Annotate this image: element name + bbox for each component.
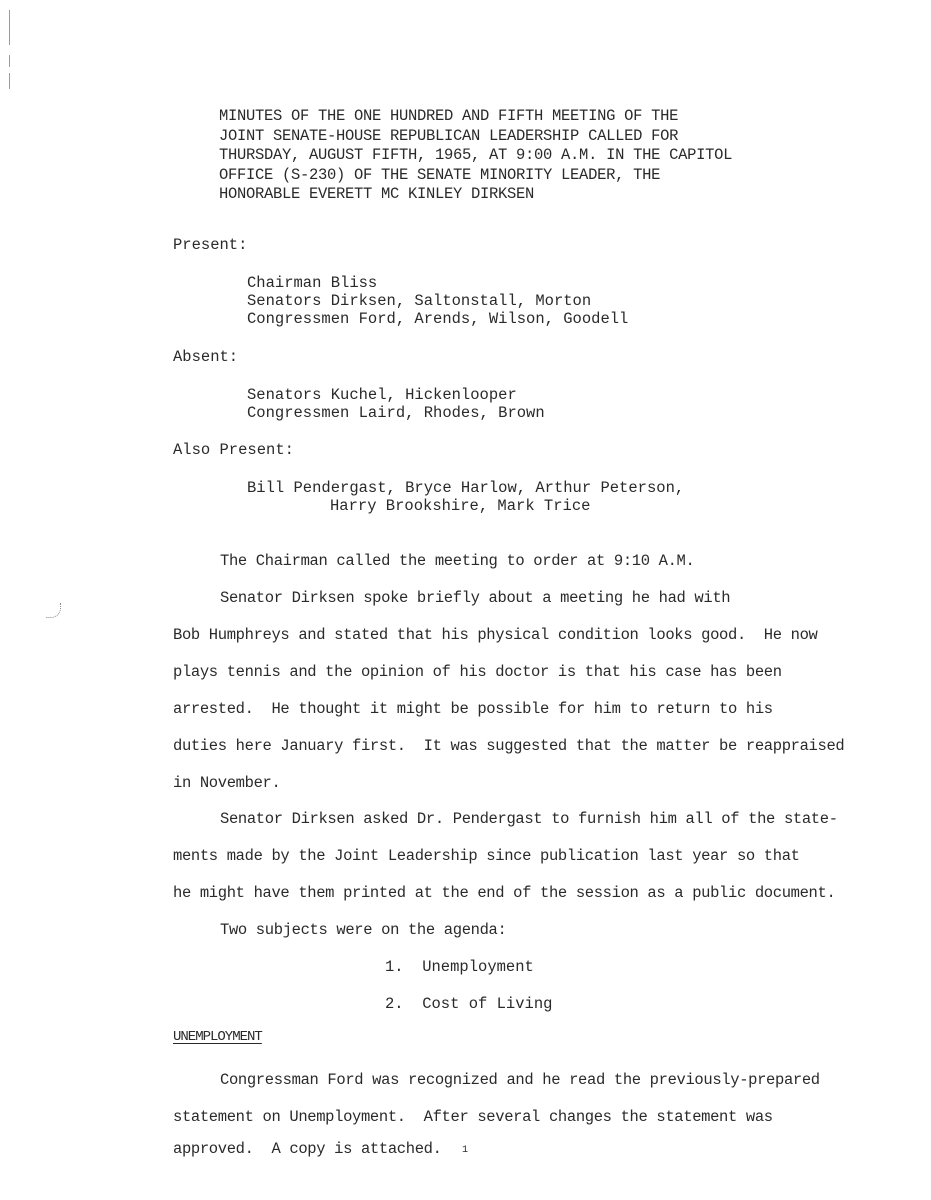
heading-line: THURSDAY, AUGUST FIFTH, 1965, AT 9:00 A.M. IN THE CAPITOL <box>219 146 733 164</box>
heading-line: JOINT SENATE-HOUSE REPUBLICAN LEADERSHIP CALLED FOR <box>219 126 679 145</box>
heading-line: OFFICE (S-230) OF THE SENATE MINORITY LEADER, THE <box>219 165 661 184</box>
present-attendee-line: Congressmen Ford, Arends, Wilson, Goodell <box>247 310 629 328</box>
heading-line: HONORABLE EVERETT MC KINLEY DIRKSEN <box>219 185 535 203</box>
agenda-item: 1. Unemployment <box>385 958 534 976</box>
paragraph-line: statement on Unemployment. After several changes the statement was <box>173 1108 773 1126</box>
absent-member-line: Senators Kuchel, Hickenlooper <box>247 386 517 404</box>
present-attendee-line: Chairman Bliss <box>247 274 378 292</box>
also-present-label: Also Present: <box>173 441 294 459</box>
page-number: 1 <box>462 1145 469 1156</box>
section-title-unemployment: UNEMPLOYMENT <box>173 1029 262 1045</box>
agenda-item: 2. Cost of Living <box>385 995 553 1013</box>
also-present-line: Harry Brookshire, Mark Trice <box>330 497 591 515</box>
agenda-intro: Two subjects were on the agenda: <box>220 921 507 939</box>
present-attendee-line: Senators Dirksen, Saltonstall, Morton <box>247 292 592 310</box>
paragraph-line: duties here January first. It was suggested that the matter be reappraised <box>173 737 845 755</box>
paragraph-line: in November. <box>173 774 281 792</box>
margin-scan-mark <box>9 73 10 89</box>
paragraph-line: arrested. He thought it might be possible for him to return to his <box>173 700 773 718</box>
paragraph-line: Senator Dirksen asked Dr. Pendergast to furnish him all of the state- <box>220 810 838 828</box>
paragraph-line: plays tennis and the opinion of his doctor is that his case has been <box>173 663 782 681</box>
margin-scan-mark <box>9 55 10 67</box>
absent-member-line: Congressmen Laird, Rhodes, Brown <box>247 404 545 422</box>
present-label: Present: <box>173 236 248 254</box>
paragraph-line: he might have them printed at the end of the session as a public document. <box>173 884 836 902</box>
scan-smudge-mark <box>46 603 61 618</box>
paragraph-line: Congressman Ford was recognized and he read the previously-prepared <box>220 1071 820 1089</box>
document-heading <box>219 107 732 205</box>
also-present-line: Bill Pendergast, Bryce Harlow, Arthur Peterson, <box>247 479 685 497</box>
margin-scan-mark <box>9 10 10 45</box>
paragraph-line: approved. A copy is attached. <box>173 1140 442 1158</box>
absent-label: Absent: <box>173 348 239 366</box>
paragraph-line: ments made by the Joint Leadership since publication last year so that <box>173 847 800 865</box>
paragraph-line: Senator Dirksen spoke briefly about a meeting he had with <box>220 589 731 607</box>
paragraph-line: Bob Humphreys and stated that his physical condition looks good. He now <box>173 626 818 644</box>
heading-line: MINUTES OF THE ONE HUNDRED AND FIFTH MEETING OF THE <box>219 107 679 125</box>
call-to-order-paragraph: The Chairman called the meeting to order at 9:10 A.M. <box>220 552 695 570</box>
